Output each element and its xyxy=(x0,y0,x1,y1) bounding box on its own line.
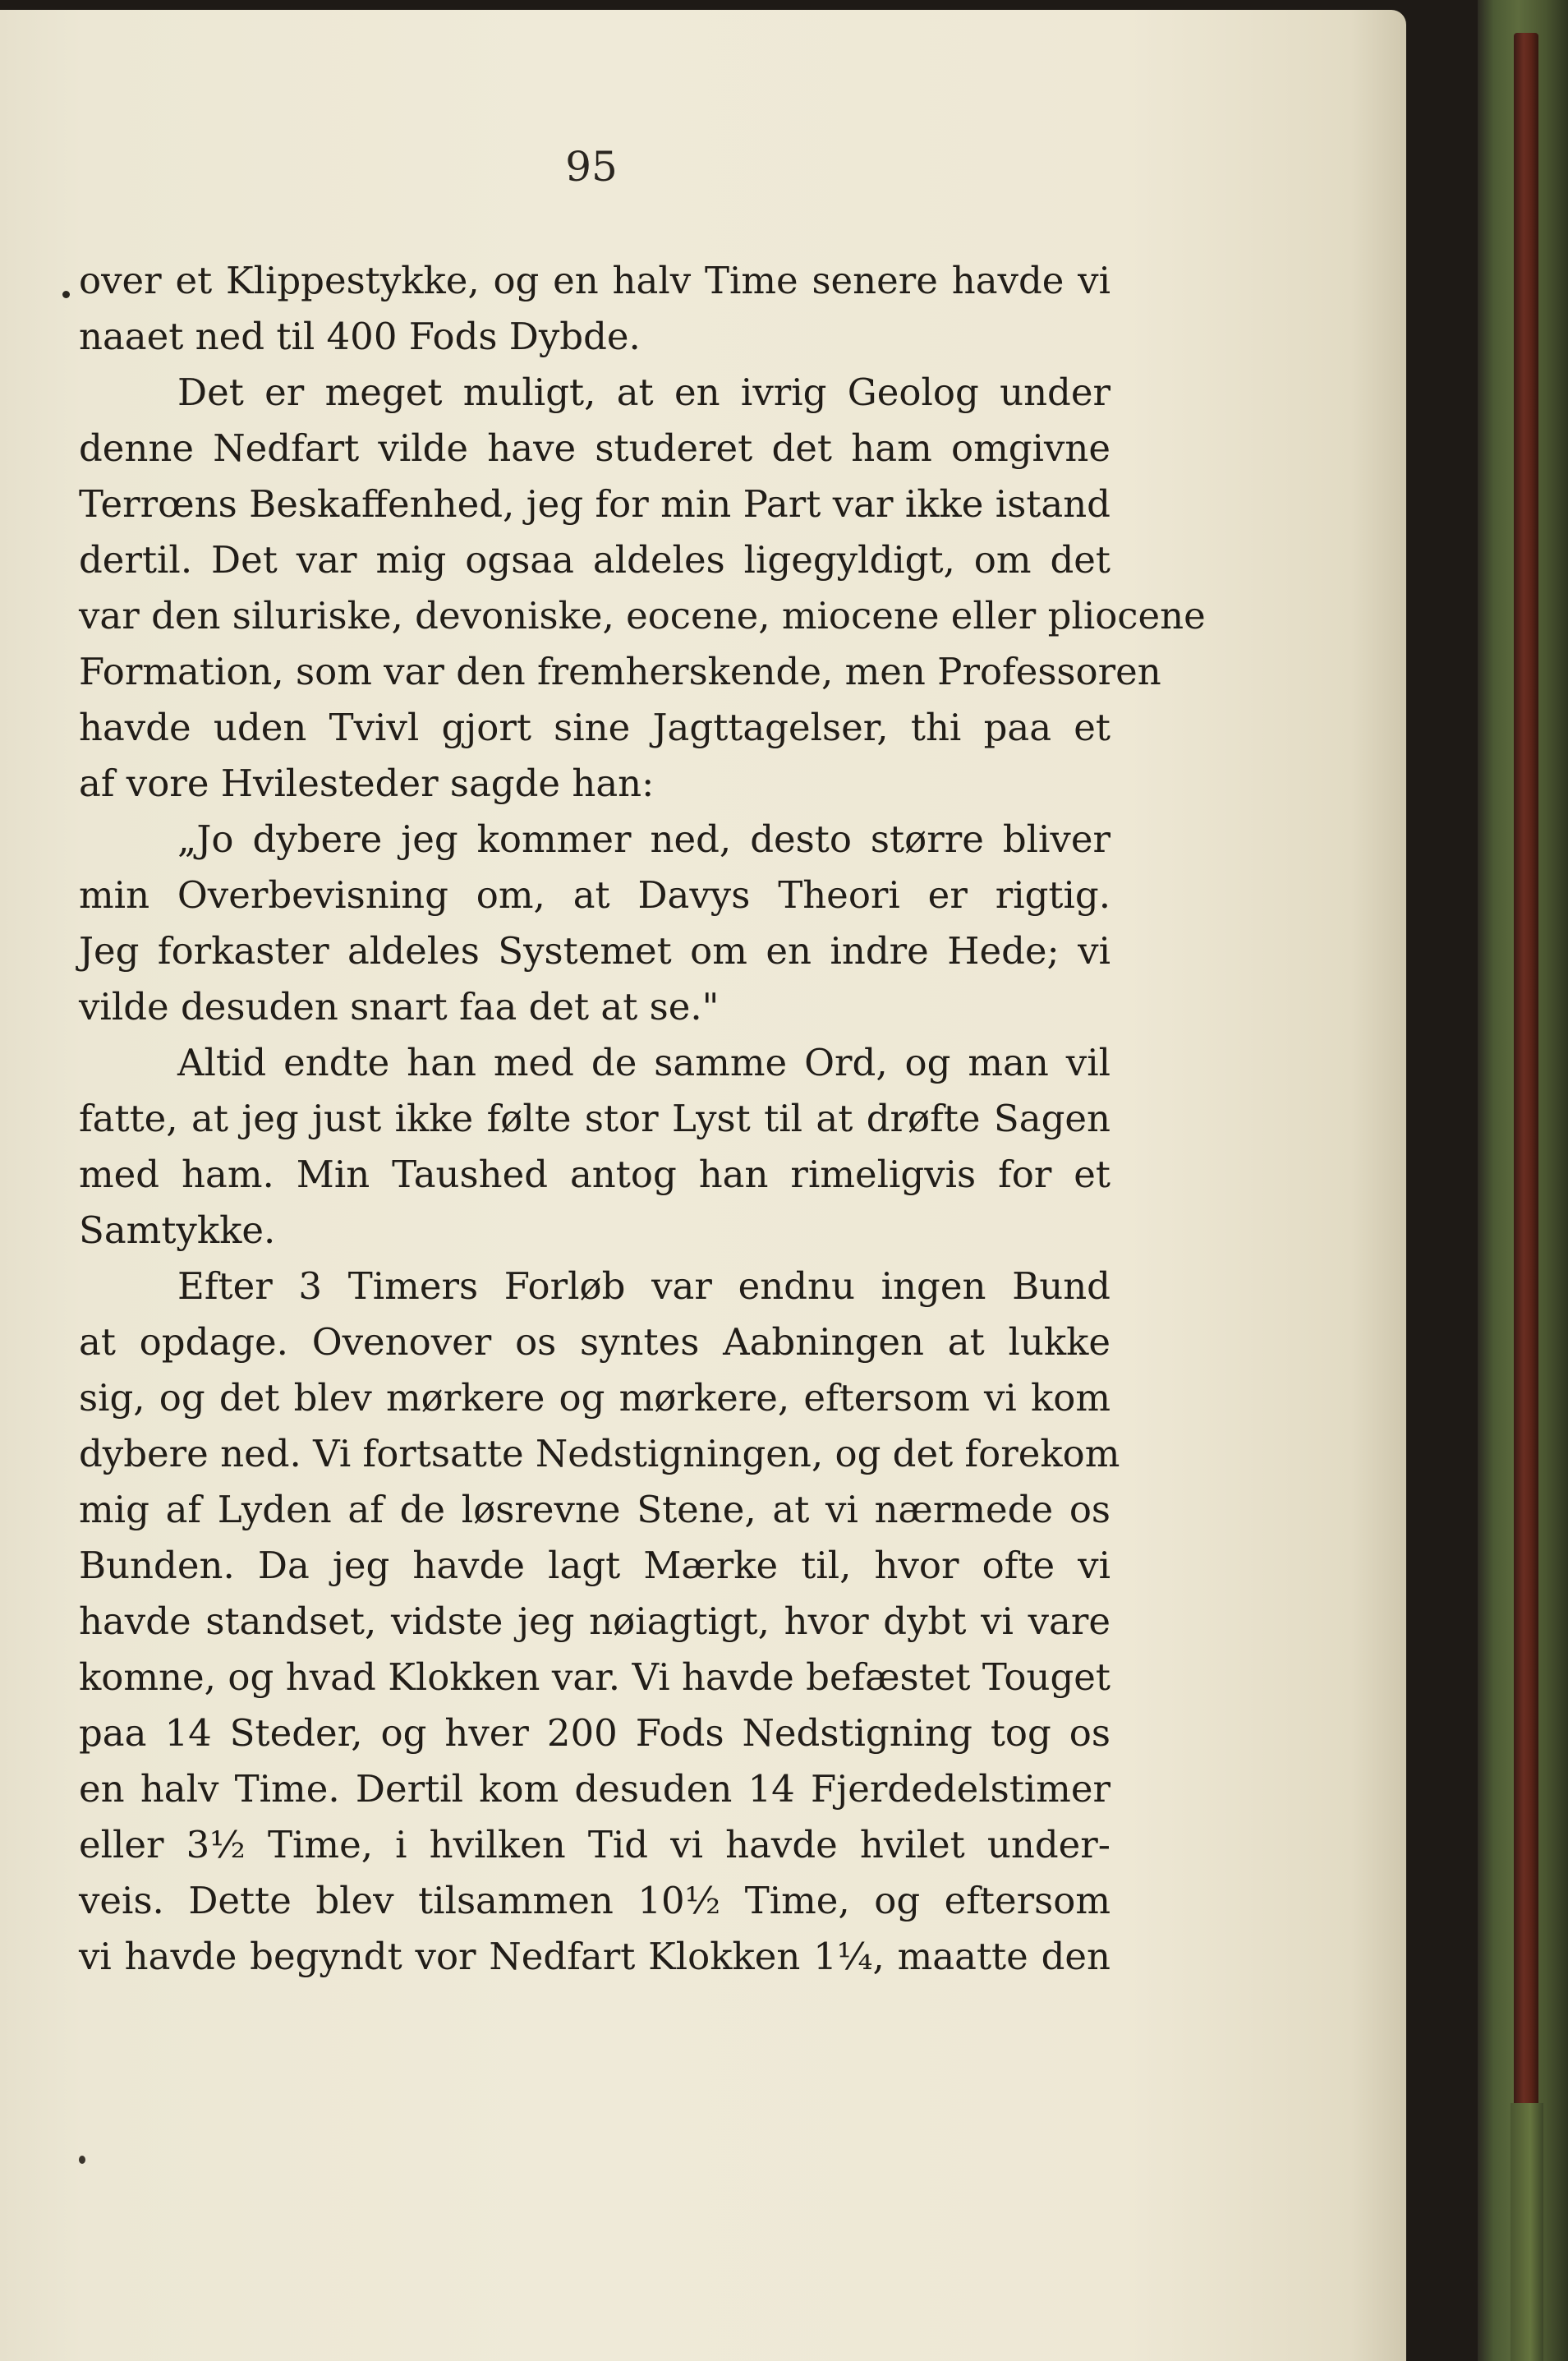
text-line: Terrœns Beskaffenhed, jeg for min Part var ikke istand xyxy=(79,482,1110,526)
text-line: fatte, at jeg just ikke følte stor Lyst til at drøfte Sagen xyxy=(79,1097,1110,1140)
text-line: havde standset, vidste jeg nøiagtigt, hvor dybt vi vare xyxy=(79,1599,1110,1643)
text-line: Det er meget muligt, at en ivrig Geolog under xyxy=(177,370,1110,414)
text-line: vi havde begyndt vor Nedfart Klokken 1¼, maatte den xyxy=(79,1935,1110,1978)
text-line: komne, og hvad Klokken var. Vi havde befæstet Touget xyxy=(79,1655,1110,1699)
text-line: sig, og det blev mørkere og mørkere, eftersom vi kom xyxy=(79,1376,1110,1420)
page-number: 95 xyxy=(565,143,618,191)
paper-speck xyxy=(79,2156,85,2164)
text-line: dertil. Det var mig ogsaa aldeles ligegyldigt, om det xyxy=(79,538,1110,582)
text-line: eller 3½ Time, i hvilken Tid vi havde hvilet under- xyxy=(79,1823,1110,1866)
text-line: var den siluriske, devoniske, eocene, miocene eller pliocene xyxy=(79,594,1206,637)
text-line: at opdage. Ovenover os syntes Aabningen at lukke xyxy=(79,1320,1110,1364)
text-line: „Jo dybere jeg kommer ned, desto større bliver xyxy=(177,817,1110,861)
text-line: dybere ned. Vi fortsatte Nedstigningen, og det forekom xyxy=(79,1432,1120,1475)
text-line: Samtykke. xyxy=(79,1208,276,1252)
text-line: min Overbevisning om, at Davys Theori er rigtig. xyxy=(79,873,1110,917)
text-line: over et Klippestykke, og en halv Time senere havde vi xyxy=(79,259,1110,302)
text-line: Efter 3 Timers Forløb var endnu ingen Bund xyxy=(177,1264,1110,1308)
text-line: vilde desuden snart faa det at se." xyxy=(79,985,720,1029)
text-line: med ham. Min Taushed antog han rimeligvis for et xyxy=(79,1153,1110,1196)
text-line: mig af Lyden af de løsrevne Stene, at vi nærmede os xyxy=(79,1488,1110,1531)
text-line: Altid endte han med de samme Ord, og man vil xyxy=(177,1041,1110,1084)
text-line: af vore Hvilesteder sagde han: xyxy=(79,762,655,805)
text-line: en halv Time. Dertil kom desuden 14 Fjerdedelstimer xyxy=(79,1767,1110,1811)
text-line: Bunden. Da jeg havde lagt Mærke til, hvor ofte vi xyxy=(79,1544,1110,1587)
book-cover-cloth xyxy=(1511,2103,1543,2361)
text-line: denne Nedfart vilde have studeret det ham omgivne xyxy=(79,426,1110,470)
text-line: veis. Dette blev tilsammen 10½ Time, og eftersom xyxy=(79,1879,1110,1922)
book-spine-leather xyxy=(1514,33,1538,2119)
text-line: Formation, som var den fremherskende, men Professoren xyxy=(79,650,1161,693)
text-line: havde uden Tvivl gjort sine Jagttagelser, thi paa et xyxy=(79,706,1110,749)
text-line: naaet ned til 400 Fods Dybde. xyxy=(79,315,641,358)
margin-mark xyxy=(62,291,70,298)
text-line: paa 14 Steder, og hver 200 Fods Nedstigning tog os xyxy=(79,1711,1110,1755)
body-text xyxy=(79,253,1206,1985)
book-page xyxy=(0,10,1406,2361)
text-line: Jeg forkaster aldeles Systemet om en indre Hede; vi xyxy=(79,929,1110,973)
